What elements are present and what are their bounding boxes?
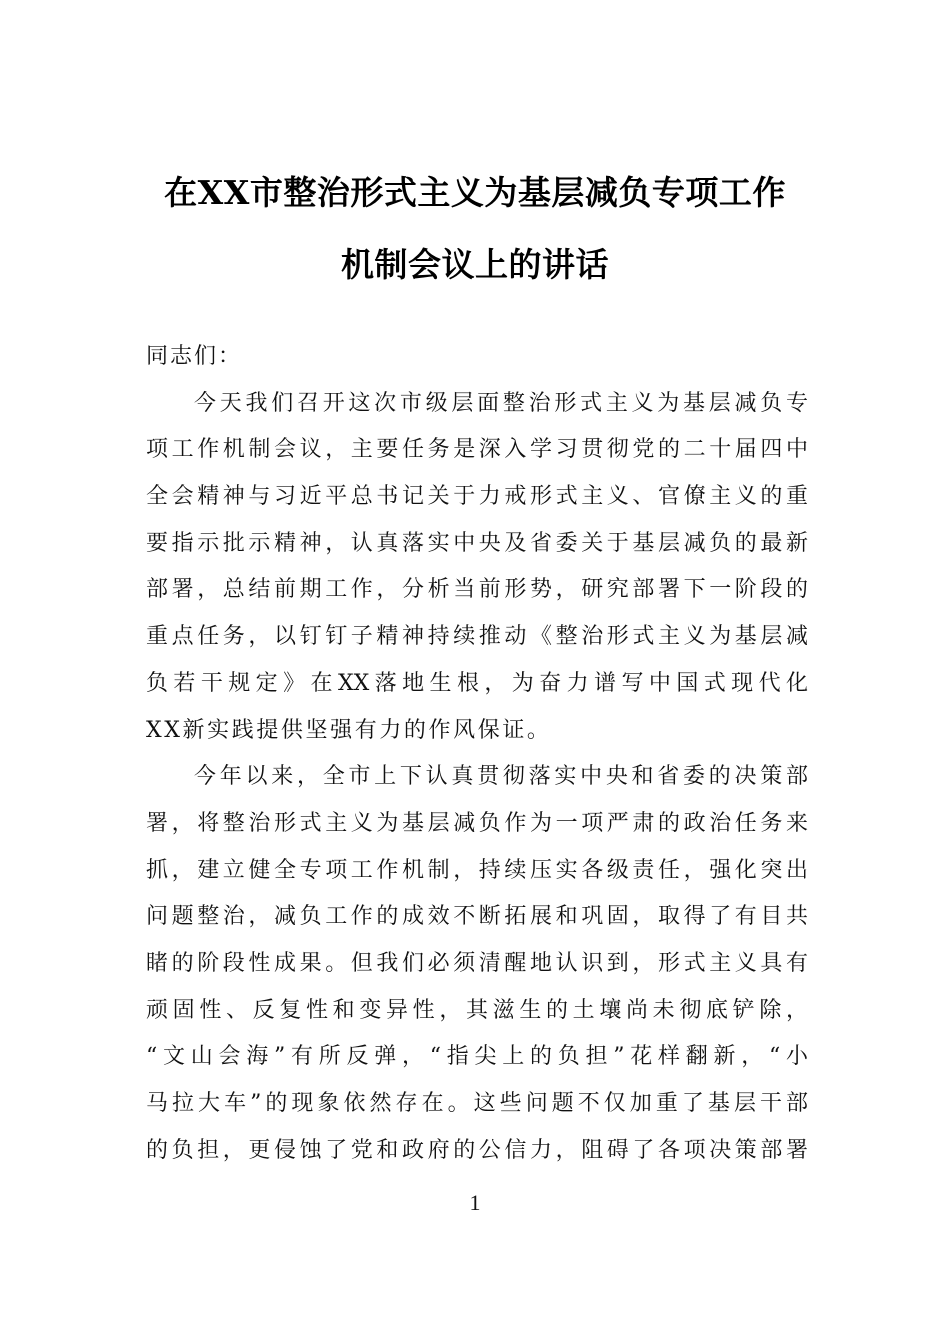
page-number: 1 xyxy=(469,1190,481,1215)
paragraph-1 xyxy=(146,381,808,755)
paragraph-line: 睹的阶段性成果。但我们必须清醒地认识到，形式主义具有 xyxy=(146,950,808,976)
paragraph-line: 马拉大车”的现象依然存在。这些问题不仅加重了基层干部 xyxy=(146,1091,808,1116)
paragraph-line: 顽固性、反复性和变异性，其滋生的土壤尚未彻底铲除， xyxy=(146,997,808,1023)
paragraph-line: 项工作机制会议，主要任务是深入学习贯彻党的二十届四中 xyxy=(146,437,808,463)
document-body xyxy=(146,334,808,1174)
paragraph-line: 的负担，更侵蚀了党和政府的公信力，阻碍了各项决策部署 xyxy=(146,1137,808,1163)
paragraph-line: 问题整治，减负工作的成效不断拓展和巩固，取得了有目共 xyxy=(146,904,808,930)
paragraph-line: 今年以来，全市上下认真贯彻落实中央和省委的决策部 xyxy=(194,764,808,790)
paragraph-line: 重点任务，以钉钉子精神持续推动《整治形式主义为基层减 xyxy=(146,624,808,650)
paragraph-2 xyxy=(146,754,808,1174)
paragraph-line: “文山会海”有所反弹，“指尖上的负担”花样翻新，“小 xyxy=(146,1044,808,1070)
document-title-line-2: 机制会议上的讲话 xyxy=(341,245,609,284)
paragraph-line: 署，将整治形式主义为基层减负作为一项严肃的政治任务来 xyxy=(146,810,808,836)
paragraph-line: XX新实践提供坚强有力的作风保证。 xyxy=(146,717,552,743)
paragraph-line: 要指示批示精神，认真落实中央及省委关于基层减负的最新 xyxy=(146,530,808,556)
salutation: 同志们： xyxy=(146,344,243,369)
paragraph-line: 部署，总结前期工作，分析当前形势，研究部署下一阶段的 xyxy=(146,577,808,603)
paragraph-line: 抓，建立健全专项工作机制，持续压实各级责任，强化突出 xyxy=(146,857,808,883)
paragraph-line: 负若干规定》在XX落地生根，为奋力谱写中国式现代化 xyxy=(146,670,808,696)
paragraph-line: 今天我们召开这次市级层面整治形式主义为基层减负专 xyxy=(194,390,808,416)
paragraph-line: 全会精神与习近平总书记关于力戒形式主义、官僚主义的重 xyxy=(146,484,808,510)
document-title-line-1: 在XX市整治形式主义为基层减负专项工作 xyxy=(164,173,786,212)
